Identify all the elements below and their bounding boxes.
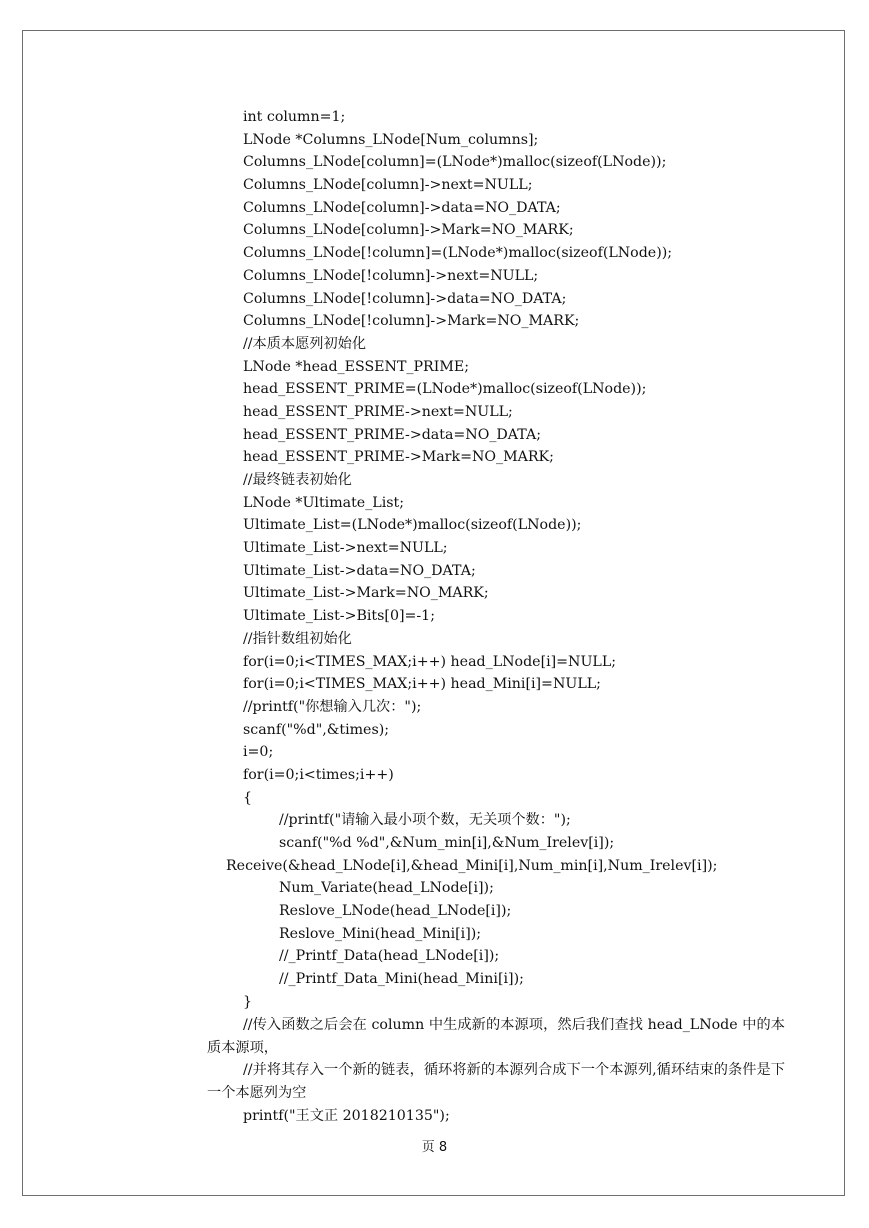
- code-line: Ultimate_List->data=NO_DATA;: [243, 562, 476, 579]
- code-line: Ultimate_List=(LNode*)malloc(sizeof(LNode));: [243, 517, 582, 534]
- code-line: i=0;: [243, 744, 274, 761]
- code-line: Columns_LNode[!column]->data=NO_DATA;: [243, 290, 567, 307]
- code-line: Columns_LNode[column]->data=NO_DATA;: [243, 199, 561, 216]
- comment-paragraph-2: //并将其存入一个新的链表，循环将新的本源列合成下一个本源列,循环结束的条件是下一个本愿列为空: [207, 1062, 785, 1102]
- code-line: for(i=0;i<TIMES_MAX;i++) head_Mini[i]=NULL;: [243, 676, 601, 693]
- code-line: scanf("%d",&times);: [243, 721, 390, 738]
- comment-paragraph-1: //传入函数之后会在 column 中生成新的本源项，然后我们查找 head_LNode 中的本质本源项，: [207, 1017, 785, 1056]
- code-line: int column=1;: [243, 109, 346, 125]
- code-line: Ultimate_List->Mark=NO_MARK;: [243, 585, 489, 602]
- comment-paragraphs: [207, 1014, 785, 1128]
- page-number: 页 8: [421, 1140, 448, 1155]
- code-line: head_ESSENT_PRIME=(LNode*)malloc(sizeof(LNode));: [243, 381, 647, 398]
- code-line: {: [243, 789, 253, 806]
- code-line: LNode *head_ESSENT_PRIME;: [243, 358, 469, 375]
- code-line: head_ESSENT_PRIME->data=NO_DATA;: [243, 426, 541, 443]
- code-line: Receive(&head_LNode[i],&head_Mini[i],Num_min[i],Num_Irelev[i]);: [226, 857, 718, 874]
- code-line: LNode *Columns_LNode[Num_columns];: [243, 131, 539, 148]
- code-line: head_ESSENT_PRIME->next=NULL;: [243, 403, 513, 420]
- code-line: head_ESSENT_PRIME->Mark=NO_MARK;: [243, 449, 554, 466]
- code-line: Columns_LNode[!column]->Mark=NO_MARK;: [243, 313, 580, 330]
- code-line: Num_Variate(head_LNode[i]);: [279, 880, 494, 897]
- code-line: Columns_LNode[column]->next=NULL;: [243, 177, 533, 194]
- code-line: //最终链表初始化: [243, 472, 352, 488]
- code-line: Columns_LNode[!column]->next=NULL;: [243, 267, 539, 284]
- code-line: //printf("你想输入几次：");: [243, 698, 422, 715]
- printf-line: printf("王文正 2018210135");: [243, 1107, 450, 1124]
- code-line: Ultimate_List->Bits[0]=-1;: [243, 608, 435, 625]
- code-line: Columns_LNode[column]=(LNode*)malloc(sizeof(LNode));: [243, 154, 667, 171]
- code-line: //_Printf_Data(head_LNode[i]);: [279, 948, 500, 965]
- code-line: scanf("%d %d",&Num_min[i],&Num_Irelev[i]);: [279, 835, 615, 851]
- code-line: Columns_LNode[!column]=(LNode*)malloc(sizeof(LNode));: [243, 245, 673, 262]
- code-line: LNode *Ultimate_List;: [243, 494, 405, 511]
- code-line: Ultimate_List->next=NULL;: [243, 540, 448, 557]
- code-line: for(i=0;i<times;i++): [243, 766, 394, 783]
- code-line: Reslove_LNode(head_LNode[i]);: [279, 903, 512, 920]
- code-line: for(i=0;i<TIMES_MAX;i++) head_LNode[i]=NULL;: [243, 653, 617, 670]
- code-line: //指针数组初始化: [243, 630, 352, 647]
- code-line: //本质本愿列初始化: [243, 335, 367, 352]
- code-line: Columns_LNode[column]->Mark=NO_MARK;: [243, 222, 574, 239]
- code-line: //printf("请输入最小项个数，无关项个数：");: [279, 812, 571, 829]
- code-block: [0, 106, 869, 1014]
- code-line: //_Printf_Data_Mini(head_Mini[i]);: [279, 971, 524, 988]
- code-line: Reslove_Mini(head_Mini[i]);: [279, 925, 482, 942]
- code-line: }: [243, 993, 253, 1010]
